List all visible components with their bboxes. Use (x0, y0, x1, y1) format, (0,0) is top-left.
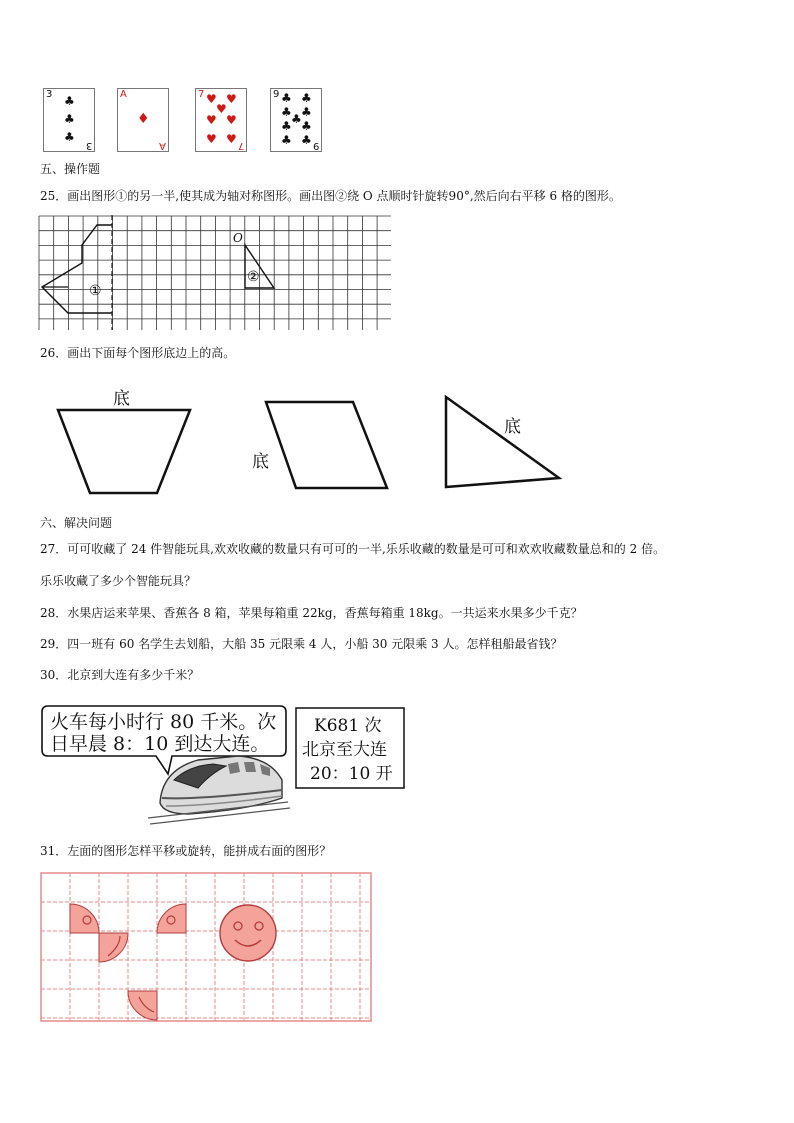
question-31-text: 31．左面的图形怎样平移或旋转，能拼成右面的图形？ (40, 844, 332, 858)
diamond-icon: ♦ (137, 111, 150, 127)
trapezoid-shape (58, 410, 190, 493)
club-icon: ♣ (281, 91, 292, 105)
playing-card-9-clubs (270, 88, 322, 152)
club-icon: ♣ (64, 94, 75, 108)
question-27-line1: 27．可可收藏了 24 件智能玩具,欢欢收藏的数量只有可可的一半,乐乐收藏的数量是可可和欢欢收藏数量总和的 2 倍。 (40, 542, 666, 556)
club-icon: ♣ (301, 133, 312, 147)
smile-piece-3 (157, 904, 186, 933)
card-rank: A (120, 89, 127, 100)
club-icon: ♣ (281, 119, 292, 133)
parallelogram-shape (266, 402, 387, 488)
q30-train-illustration (38, 698, 418, 833)
point-o-label: O (233, 231, 243, 245)
shape-2-label: ② (247, 269, 260, 285)
section-title-problem-solving: 六、解决问题 (40, 516, 113, 530)
heart-icon: ♥ (206, 92, 217, 106)
card-rank: 3 (85, 140, 92, 151)
parallelogram-base-label: 底 (252, 452, 269, 472)
sign-train-number: K681 次 (314, 716, 382, 736)
bubble-line-1: 火车每小时行 80 千米。次 (50, 711, 277, 733)
club-icon: ♣ (301, 119, 312, 133)
heart-icon: ♥ (206, 132, 217, 146)
trapezoid-base-label: 底 (113, 389, 130, 409)
card-rank: 3 (46, 89, 53, 100)
playing-card-7-hearts (195, 88, 247, 152)
card-rank: A (159, 140, 166, 151)
question-27-line2: 乐乐收藏了多少个智能玩具？ (40, 574, 197, 588)
smiley-face-icon (220, 905, 276, 961)
question-25-text: 25．画出图形①的另一半,使其成为轴对称图形。画出图②绕 O 点顺时针旋转90°,然后向右平移 6 格的图形。 (40, 189, 621, 203)
heart-icon: ♥ (216, 102, 227, 116)
q31-grid-figure (40, 872, 374, 1024)
heart-icon: ♥ (226, 132, 237, 146)
bubble-line-2: 日早晨 8：10 到达大连。 (50, 733, 270, 755)
question-26-text: 26．画出下面每个图形底边上的高。 (40, 346, 236, 360)
heart-icon: ♥ (226, 92, 237, 106)
club-icon: ♣ (64, 112, 75, 126)
card-rank: 7 (198, 89, 205, 100)
sign-route: 北京至大连 (302, 740, 387, 760)
card-rank: 7 (237, 140, 244, 151)
club-icon: ♣ (301, 105, 312, 119)
card-rank: 9 (273, 89, 280, 100)
question-30-text: 30．北京到大连有多少千米？ (40, 668, 200, 682)
q25-grid-figure (38, 215, 394, 333)
triangle-base-label: 底 (504, 417, 521, 437)
smile-piece-2 (99, 933, 128, 962)
club-icon: ♣ (301, 91, 312, 105)
question-29-text: 29．四一班有 60 名学生去划船，大船 35 元限乘 4 人，小船 30 元限乘 3 人。怎样租船最省钱？ (40, 637, 563, 651)
playing-card-a-diamonds (117, 88, 169, 152)
card-rank: 9 (312, 140, 319, 151)
shape-1-half (42, 225, 112, 313)
q26-shapes-figure (40, 380, 580, 505)
playing-card-3-clubs (43, 88, 95, 152)
shape-1-label: ① (89, 283, 102, 299)
club-icon: ♣ (64, 130, 75, 144)
club-icon: ♣ (291, 112, 302, 126)
sign-departure: 20：10 开 (310, 764, 393, 784)
smile-piece-1 (70, 904, 99, 933)
heart-icon: ♥ (226, 113, 237, 127)
question-28-text: 28．水果店运来苹果、香蕉各 8 箱，苹果每箱重 22kg，香蕉每箱重 18kg。一共运来水果多少千克？ (40, 606, 583, 620)
section-title-operations: 五、操作题 (40, 162, 101, 176)
club-icon: ♣ (281, 105, 292, 119)
heart-icon: ♥ (206, 113, 217, 127)
triangle-shape (446, 397, 559, 487)
smile-piece-4 (128, 991, 157, 1020)
club-icon: ♣ (281, 133, 292, 147)
